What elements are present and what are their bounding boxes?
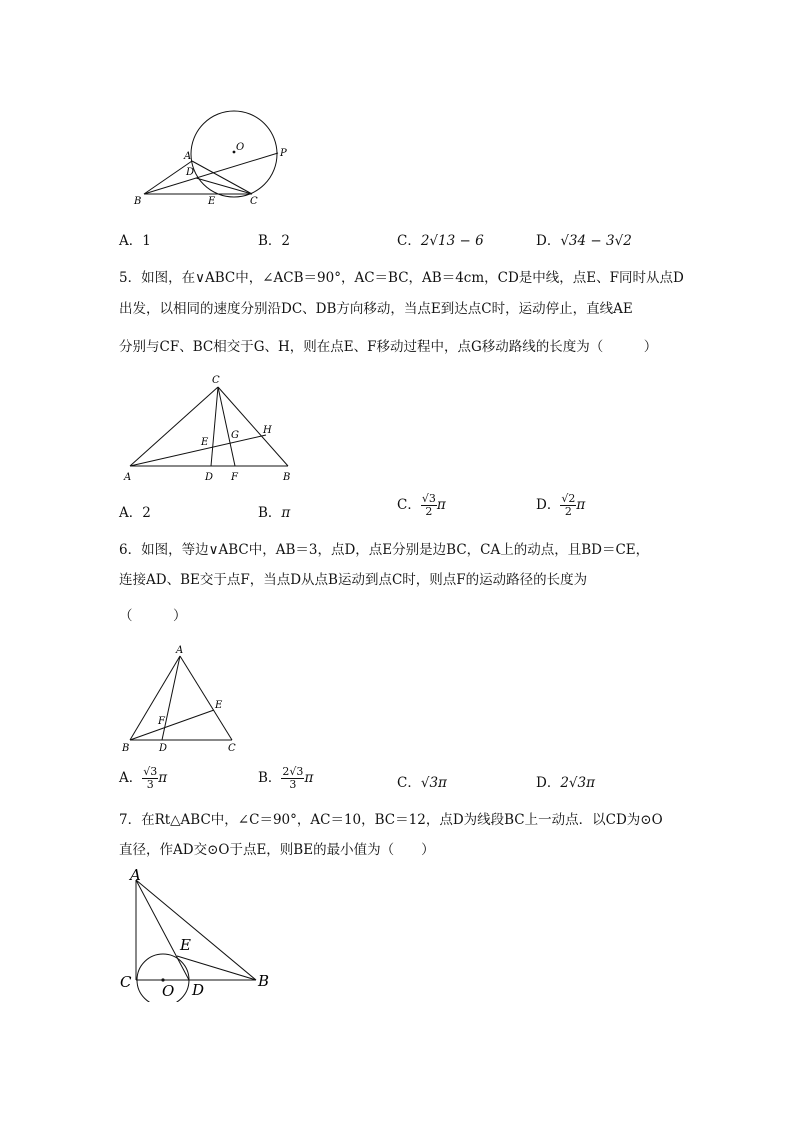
q7-figure [116,866,276,1002]
q4-segment-bp [144,153,278,194]
q5-option-b-prefix: B． [258,505,282,521]
q6-option-b [258,766,313,791]
q7-segment-ab [136,880,256,980]
q5-label-d: D [205,472,214,483]
q6-option-a-numerator: √3 [143,765,158,778]
q7-label-o: O [162,982,175,1000]
q7-label-b: B [258,972,270,990]
q5-segment-cd [211,387,218,466]
q6-figure [118,644,248,756]
q6-label-c: C [228,743,236,754]
q6-label-d: D [159,743,168,754]
q5-segment-cf [218,387,235,466]
q4-label-c: C [250,196,258,207]
q6-label-f: F [158,716,165,727]
q4-option-b: B．2 [258,233,291,249]
q5-option-c [397,493,446,518]
q6-label-a: A [176,645,184,656]
q5-label-g: G [231,430,239,441]
q4-option-c-prefix: C． [397,233,421,249]
q6-option-a-suffix: π [158,770,168,786]
q7-text-line-2: 直径，作AD交⊙O于点E，则BE的最小值为（ ） [119,842,435,858]
q4-segment-ac [192,161,252,194]
q5-figure [120,372,305,487]
q5-option-d-numerator: √2 [561,492,576,505]
q4-label-b: B [134,196,142,207]
q5-label-c: C [212,375,220,386]
q6-option-a [119,766,167,791]
q5-option-d-denominator: 2 [564,505,572,518]
q4-label-p: P [280,148,287,159]
q6-text-line-1: 6．如图，等边∨ABC中，AB＝3，点D，点E分别是边BC，CA上的动点，且BD＝CE， [119,542,650,558]
q7-label-d: D [192,981,205,999]
q5-option-c-denominator: 2 [425,505,433,518]
q5-label-h: H [263,425,272,436]
q4-figure [128,108,308,213]
q5-label-e: E [201,437,209,448]
q4-option-d [536,231,632,251]
q6-option-b-denominator: 3 [289,778,297,791]
q7-label-c: C [120,973,132,991]
q4-segment-ba [144,161,195,194]
q6-option-b-suffix: π [304,770,314,786]
q4-label-d: D [186,167,195,178]
q6-option-c [397,773,447,793]
q5-text-line-1: 5．如图，在∨ABC中，∠ACB＝90°，AC＝BC，AB＝4cm，CD是中线，点E、F同时从点D [119,270,684,286]
q4-label-a: A [184,151,192,162]
q6-segment-ac [180,656,232,740]
q5-label-a: A [124,472,132,483]
q6-text-line-3: （ ） [119,608,187,624]
q5-option-d-prefix: D． [536,497,561,513]
q5-option-b [258,503,290,523]
q4-option-c-value: 2√13 − 6 [420,233,484,249]
q6-label-e: E [215,700,223,711]
q5-option-c-numerator: √3 [421,492,436,505]
q6-option-b-prefix: B． [258,770,282,786]
q5-label-b: B [283,472,291,483]
q6-option-c-prefix: C． [397,775,421,791]
q7-text-line-1: 7．在Rt△ABC中，∠C＝90°，AC＝10，BC＝12，点D为线段BC上一动点．以CD为⊙O [119,812,663,828]
q6-segment-ba [130,656,180,740]
q4-label-e: E [208,196,216,207]
q5-option-c-prefix: C． [397,497,421,513]
q6-option-d-prefix: D． [536,775,561,791]
q4-option-a: A．1 [119,233,151,249]
q7-label-e: E [180,936,191,954]
q6-option-d [536,773,595,793]
q4-option-d-value: √34 − 3√2 [560,233,632,249]
q6-option-d-value: 2√3π [560,775,595,791]
q4-center-dot [233,151,236,154]
q5-text-line-3: 分别与CF、BC相交于G、H，则在点E、F移动过程中，点G移动路线的长度为（ ） [119,339,658,355]
q5-text-line-2: 出发，以相同的速度分别沿DC、DB方向移动，当点E到达点C时，运动停止，直线AE [119,301,633,317]
q4-segment-ec [196,178,252,194]
q5-option-d [536,493,585,518]
q6-option-a-denominator: 3 [146,778,154,791]
q5-option-c-suffix: π [436,497,446,513]
q4-label-o: O [236,142,245,153]
q6-option-c-value: √3π [420,775,447,791]
q4-option-c [397,231,484,251]
q5-option-d-suffix: π [576,497,586,513]
q4-option-d-prefix: D． [536,233,561,249]
q6-text-line-2: 连接AD、BE交于点F，当点D从点B运动到点C时，则点F的运动路径的长度为 [119,572,588,588]
q6-segment-be [130,710,214,740]
q5-segment-cb [218,387,288,466]
q6-option-b-numerator: 2√3 [282,765,304,778]
q5-segment-ac [130,387,218,466]
q5-segment-ah [130,435,266,466]
q5-option-a: A．2 [119,505,151,521]
q5-option-b-value: π [281,505,291,521]
q7-label-a: A [130,866,141,884]
q6-option-a-prefix: A． [119,770,143,786]
q5-label-f: F [231,472,238,483]
q7-segment-ad [136,880,189,980]
q6-label-b: B [122,743,130,754]
